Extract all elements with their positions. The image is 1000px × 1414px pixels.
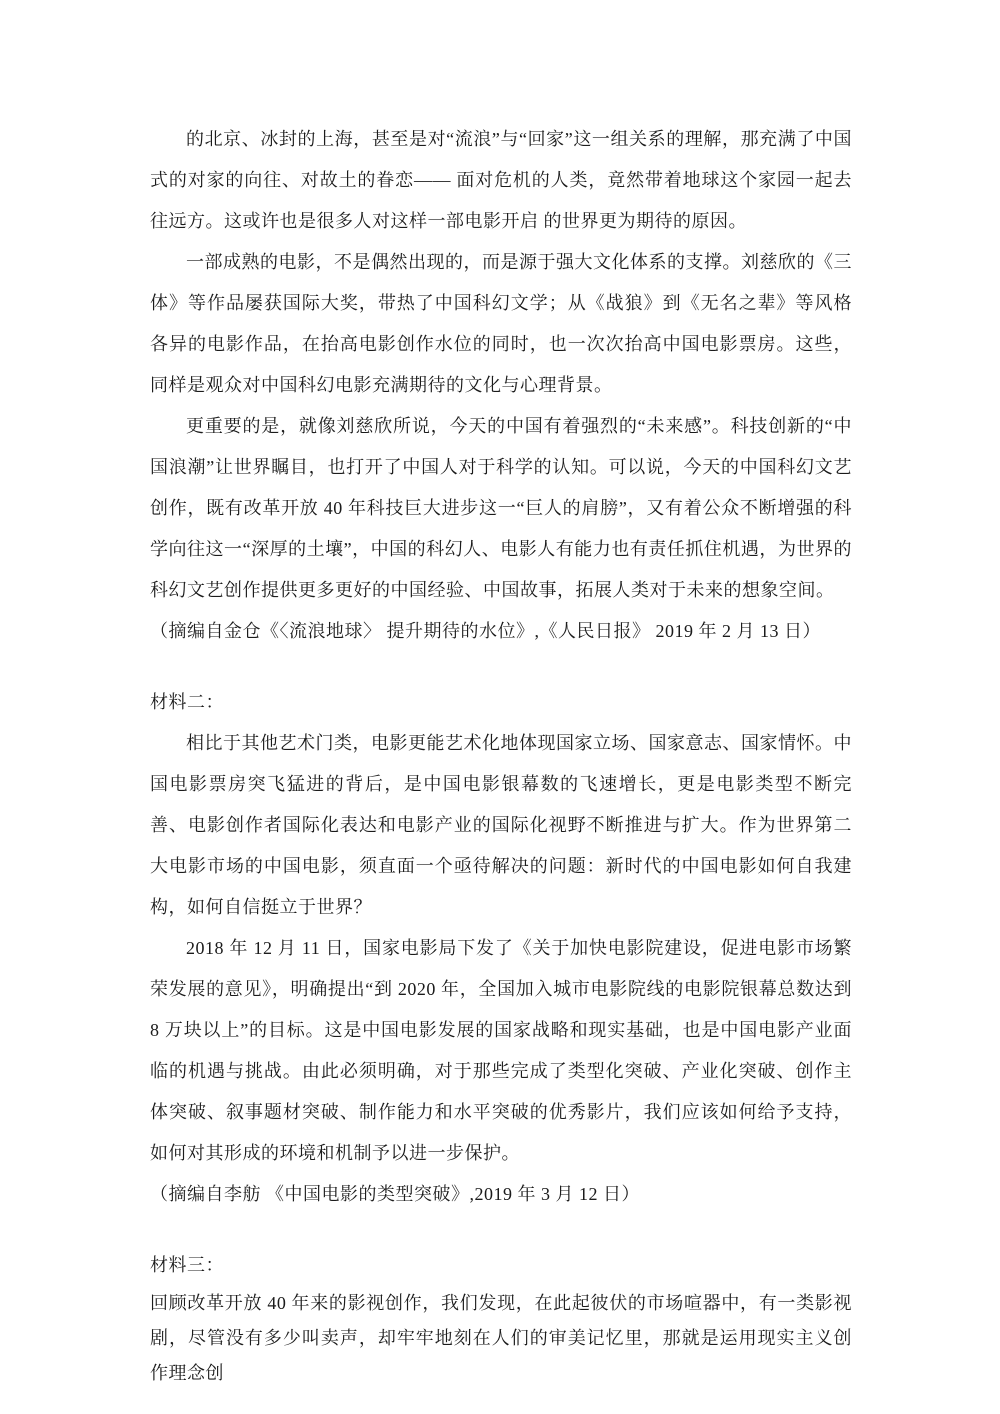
material-three-heading: 材料三： <box>150 1255 224 1275</box>
material-two-paragraph-1: 相比于其他艺术门类，电影更能艺术化地体现国家立场、国家意志、国家情怀。中国电影票房突飞猛进的背后，是中国电影银幕数的飞速增长，更是电影类型不断完善、电影创作者国际化表达和电影产业的国际化视野不断推进与扩大。作为世界第二大电影市场的中国电影，须直面一个亟待解决的问题：新时代的中国电影如何自我建构，如何自信挺立于世界？ <box>150 733 852 917</box>
material-two-paragraph-2: 2018 年 12 月 11 日，国家电影局下发了《关于加快电影院建设，促进电影市场繁荣发展的意见》，明确提出“到 2020 年，全国加入城市电影院线的电影院银幕总数达到 8 万块以上”的目标。这是中国电影发展的国家战略和现实基础，也是中国电影产业面临的机遇与挑战。由此必须明确，对于那些完成了类型化突破、产业化突破、创作主体突破、叙事题材突破、制作能力和水平突破的优秀影片，我们应该如何给予支持，如何对其形成的环境和机制予以进一步保护。 <box>150 938 852 1163</box>
material-three-paragraph-1: 回顾改革开放 40 年来的影视创作，我们发现，在此起彼伏的市场喧器中，有一类影视剧，尽管没有多少叫卖声，却牢牢地刻在人们的审美记忆里，那就是运用现实主义创作理念创 <box>150 1293 852 1383</box>
material-one-paragraph-3: 更重要的是，就像刘慈欣所说，今天的中国有着强烈的“未来感”。科技创新的“中国浪潮”让世界瞩目，也打开了中国人对于科学的认知。可以说，今天的中国科幻文艺创作，既有改革开放 40 年科技巨大进步这一“巨人的肩膀”，又有着公众不断增强的科学向往这一“深厚的土壤”，中国的科幻人、电影人有能力也有责任抓住机遇，为世界的科幻文艺创作提供更多更好的中国经验、中国故事，拓展人类对于未来的想象空间。 <box>150 416 852 600</box>
material-one-paragraph-2: 一部成熟的电影，不是偶然出现的，而是源于强大文化体系的支撑。刘慈欣的《三体》等作品屡获国际大奖，带热了中国科幻文学；从《战狼》到《无名之辈》等风格各异的电影作品，在抬高电影创作水位的同时，也一次次抬高中国电影票房。这些，同样是观众对中国科幻电影充满期待的文化与心理背景。 <box>150 252 852 395</box>
material-one-paragraph-continuation: 的北京、冰封的上海，甚至是对“流浪”与“回家”这一组关系的理解，那充满了中国式的对家的向往、对故土的眷恋—— 面对危机的人类，竟然带着地球这个家园一起去往远方。这或许也是很多人对这样一部电影开启 的世界更为期待的原因。 <box>150 129 852 231</box>
material-two-heading: 材料二： <box>150 692 224 712</box>
material-one-citation: （摘编自金仓《〈流浪地球〉 提升期待的水位》,《人民日报》 2019 年 2 月 13 日） <box>150 621 821 641</box>
material-two-citation: （摘编自李舫 《中国电影的类型突破》,2019 年 3 月 12 日） <box>150 1184 640 1204</box>
